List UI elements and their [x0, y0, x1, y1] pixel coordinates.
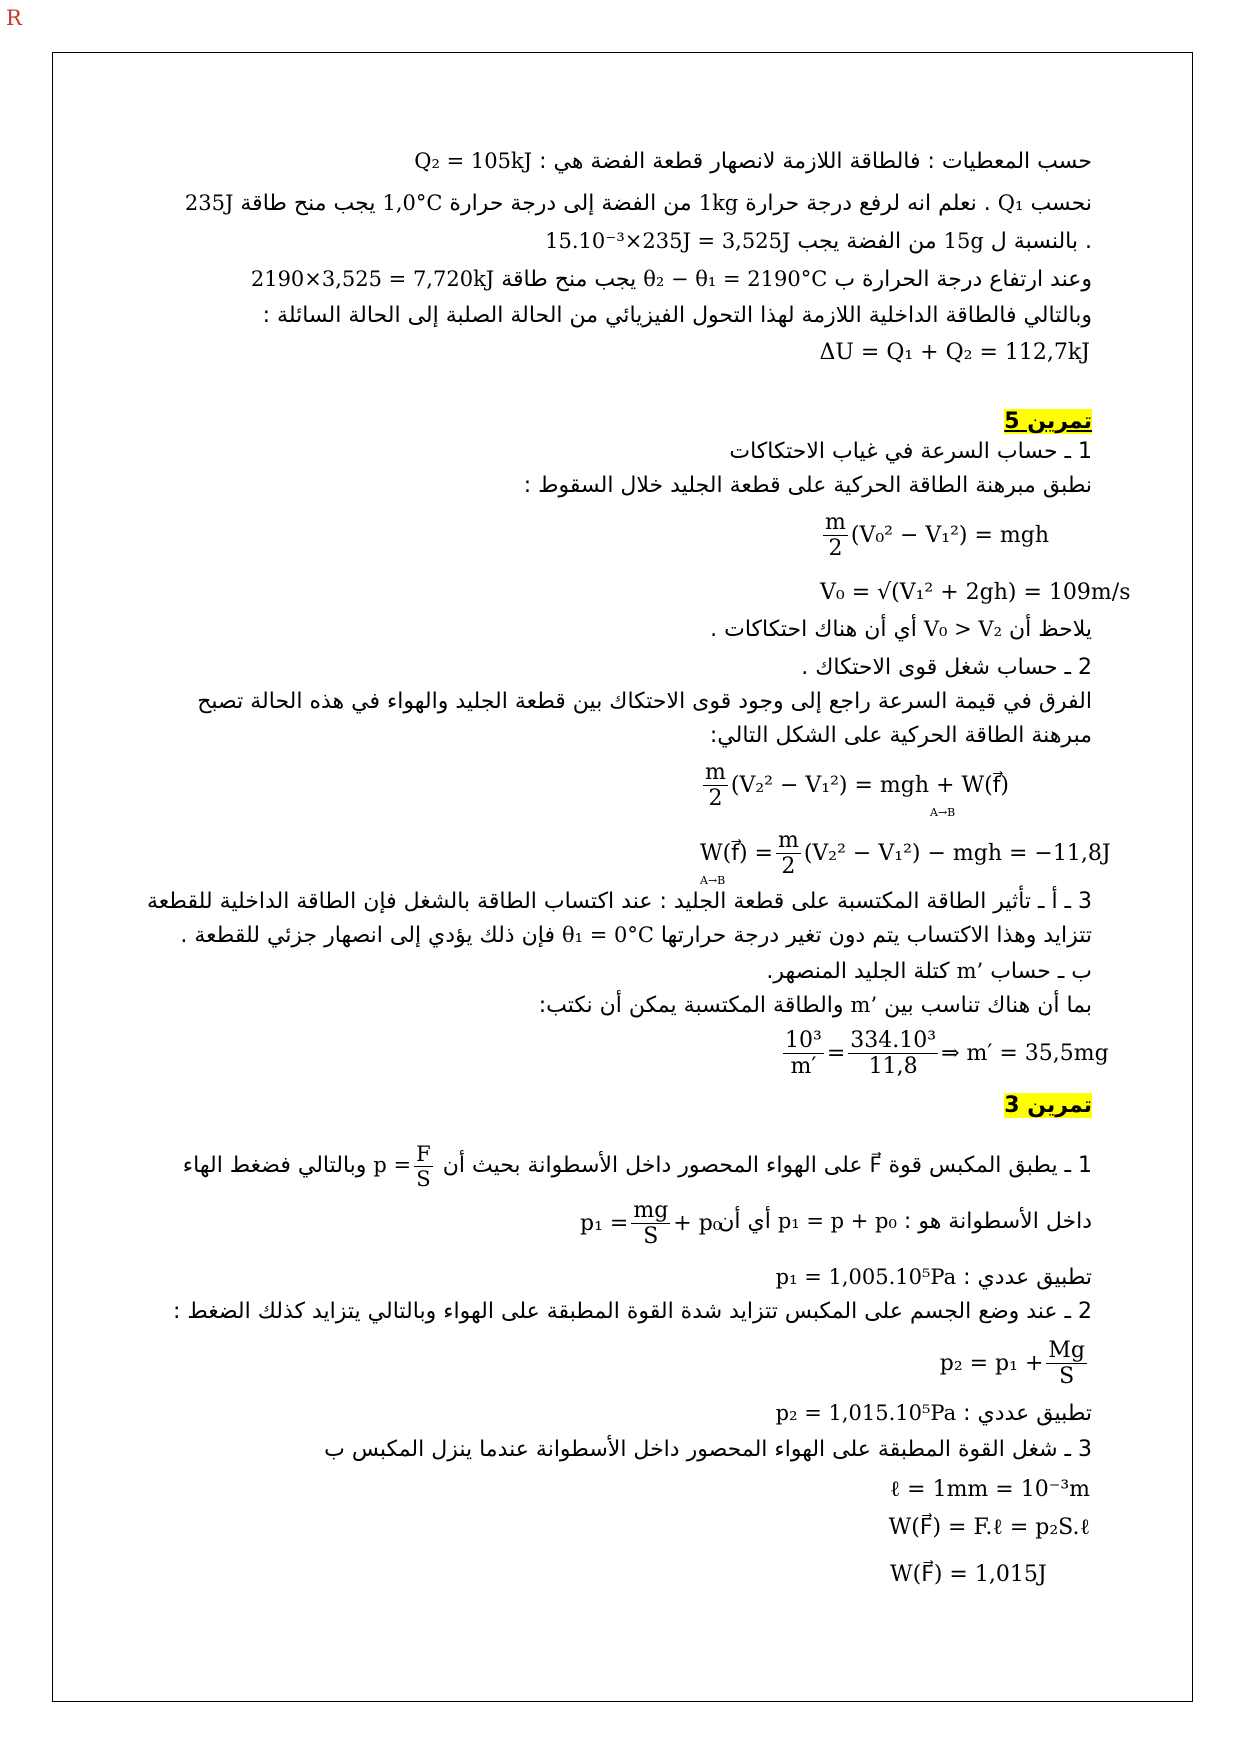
- ex3-p3-text: 3 ـ شغل القوة المطبقة على الهواء المحصور داخل الأسطوانة عندما ينزل المكبس ب: [324, 1437, 1092, 1462]
- ex5-eq4: [700, 828, 1111, 887]
- ex3-p2-eq-den: S: [1059, 1364, 1075, 1390]
- q-line-3-math-b: 15.10⁻³×235J = 3,525J: [545, 229, 791, 253]
- frac-2: 2: [781, 854, 796, 880]
- ex3-p1-frac-num: F: [416, 1142, 431, 1166]
- ex5-p3-line1: 3 ـ أ ـ تأثير الطاقة المكتسبة على قطعة الجليد : عند اكتساب الطاقة بالشغل فإن الطاقة الداخلية للقطعة: [147, 889, 1092, 914]
- frac-2: 2: [708, 786, 723, 812]
- ex3-p1-line1: [183, 1142, 1092, 1191]
- ex3-p1-line2-b: أي أن: [718, 1209, 771, 1234]
- q-line-2-text-d: يجب منح طاقة: [240, 191, 376, 216]
- q-line-1-math: Q₂ = 105kJ: [414, 149, 533, 173]
- ex3-p1-text-b: على الهواء المحصور داخل الأسطوانة بحيث أن: [442, 1153, 863, 1179]
- q-line-2-math-b: 1kg: [698, 191, 739, 215]
- ex5-eq1-body: (V₀² − V₁²) = mgh: [850, 522, 1050, 548]
- ex5-p3-b-math: m’: [956, 959, 984, 983]
- ex5-note-line: [710, 618, 1092, 642]
- exercise5-heading: [1004, 410, 1092, 434]
- ex5-p3-c-b: والطاقة المكتسبة يمكن أن نكتب:: [538, 993, 844, 1018]
- ex5-eq3-sub: A→B: [930, 806, 956, 819]
- ex5-eq4-right: (V₂² − V₁²) − mgh = −11,8J: [803, 840, 1111, 866]
- ex3-p1-eq: [580, 1198, 722, 1250]
- ex3-p1-text-a: 1 ـ يطبق المكبس قوة: [888, 1153, 1092, 1179]
- ex5-p3-b-b: كتلة الجليد المنصهر.: [766, 959, 950, 984]
- ex5-p2-text1: الفرق في قيمة السرعة راجع إلى وجود قوى الاحتكاك بين قطعة الجليد والهواء في هذه الحالة تصبح: [197, 689, 1092, 714]
- ex5-eq5-num2: 334.10³: [850, 1028, 937, 1053]
- ex3-p3-eq2: W(F⃗) = F.ℓ = p₂S.ℓ: [888, 1515, 1090, 1540]
- ex5-eq5: $\frac{\text{10³}}{m'}$ = $\frac{\text{334.10³}}{11,8}$ ⇒ m′ = 35,5mg: [785, 1028, 1109, 1080]
- q-line-2-math-c: 1,0°C: [382, 191, 443, 215]
- ex3-p1-math-p-wrap: [373, 1142, 435, 1191]
- ex5-eq3-body: (V₂² − V₁²) = mgh + W(f⃗): [730, 772, 1009, 798]
- ex3-p1-math-f: F⃗: [869, 1153, 882, 1178]
- ex3-p1-text-c: وبالتالي فضغط الهاء: [182, 1153, 367, 1179]
- ex5-eq1: [820, 510, 1049, 562]
- ex5-eq4-sub: A→B: [700, 874, 726, 887]
- ex3-p1-line2-math: p₁ = p + p₀: [777, 1209, 897, 1233]
- ex5-eq2: V₀ = √(V₁² + 2gh) = 109m/s: [820, 580, 1131, 605]
- ex3-p2-app: [776, 1402, 1092, 1426]
- ex3-p1-eq-den: S: [643, 1224, 659, 1250]
- ex3-p2-text: 2 ـ عند وضع الجسم على المكبس تتزايد شدة القوة المطبقة على الهواء وبالتالي يتزايد كذلك الضغط :: [172, 1299, 1092, 1324]
- ex5-note-text-a: يلاحظ أن: [1009, 617, 1092, 642]
- q-line-5: وبالتالي فالطاقة الداخلية اللازمة لهذا التحول الفيزيائي من الحالة الصلبة إلى الحالة السائلة :: [262, 303, 1092, 328]
- q-line-4-text-a: وعند ارتفاع درجة الحرارة ب: [834, 267, 1092, 292]
- ex5-p3-c: [539, 994, 1092, 1018]
- ex5-p3-line2-b: فإن ذلك يؤدي إلى انصهار جزئي للقطعة .: [180, 923, 555, 948]
- ex5-p3-line2-math: θ₁ = 0°C: [561, 923, 654, 947]
- ex3-p1-app-text: تطبيق عددي :: [963, 1265, 1092, 1290]
- ex5-eq5-den2: 11,8: [868, 1054, 918, 1080]
- q-line-3: [545, 230, 1092, 254]
- q-line-4: [251, 268, 1092, 292]
- ex5-p3-line2-a: تتزايد وهذا الاكتساب يتم دون تغير درجة حرارتها: [660, 923, 1092, 948]
- ex3-p1-eq-num: mg: [633, 1198, 669, 1223]
- ex5-eq5-num1: 10³: [785, 1028, 822, 1053]
- ex3-p1-eq-right: + p₀: [673, 1210, 722, 1236]
- ex3-p1-eq-left: p₁ =: [580, 1210, 629, 1236]
- q-line-2-text-b: . نعلم انه لرفع درجة حرارة: [745, 191, 991, 216]
- q-line-2-math-a: Q₁: [997, 191, 1024, 215]
- ex5-p2-title: 2 ـ حساب شغل قوى الاحتكاك .: [801, 655, 1092, 680]
- ex3-p1-app-math: p₁ = 1,005.10⁵Pa: [775, 1265, 957, 1289]
- ex5-p3-c-a: بما أن هناك تناسب بين: [884, 993, 1092, 1018]
- q-line-4-math-b: 2190×3,525 = 7,720kJ: [250, 267, 495, 291]
- q-line-2-math-d: 235J: [184, 191, 234, 215]
- ex5-p1-title: 1 ـ حساب السرعة في غياب الاحتكاكات: [729, 439, 1092, 464]
- q-line-4-math-a: θ₂ − θ₁ = 2190°C: [643, 267, 828, 291]
- ex5-p3-c-math: m’: [850, 993, 878, 1017]
- ex5-eq5-den1: m′: [790, 1054, 817, 1080]
- frac-m: m: [825, 510, 846, 535]
- ex5-note-text-b: أي أن هناك احتكاكات .: [710, 617, 917, 642]
- ex3-p3-eq1: ℓ = 1mm = 10⁻³m: [889, 1477, 1090, 1502]
- q-line-2-text-a: نحسب: [1030, 191, 1092, 216]
- ex3-p2-eq: [940, 1338, 1090, 1390]
- ex5-eq4-left: W(f⃗) =: [700, 840, 773, 866]
- ex3-p2-eq-left: p₂ = p₁ +: [939, 1350, 1044, 1376]
- ex3-p1-line2-a: داخل الأسطوانة هو :: [903, 1209, 1092, 1234]
- ex3-p1-frac-den: S: [416, 1167, 431, 1192]
- ex3-p1-line2: [718, 1210, 1092, 1234]
- q-line-3-text-a: . بالنسبة ل: [990, 229, 1092, 254]
- ex5-p3-line2: [180, 924, 1092, 948]
- corner-mark: R: [6, 6, 22, 30]
- q-line-4-text-b: يجب منح طاقة: [501, 267, 637, 292]
- q-line-2-text-c: من الفضة إلى درجة حرارة: [449, 191, 692, 216]
- frac-m: m: [777, 828, 799, 853]
- ex5-eq5-result: ⇒ m′ = 35,5mg: [941, 1040, 1109, 1066]
- frac-2: 2: [828, 536, 843, 562]
- ex3-p2-eq-num: Mg: [1048, 1338, 1085, 1363]
- q-line-1-text: حسب المعطيات : فالطاقة اللازمة لانصهار قطعة الفضة هي :: [539, 149, 1092, 174]
- ex3-p2-app-math: p₂ = 1,015.10⁵Pa: [775, 1401, 957, 1425]
- ex3-p1-app: [776, 1266, 1092, 1290]
- q-line-2: [185, 192, 1092, 216]
- ex5-p2-text2: مبرهنة الطاقة الحركية على الشكل التالي:: [709, 723, 1092, 748]
- q-line-3-math-a: 15g: [943, 229, 984, 253]
- exercise3-heading-text: تمرين 3: [1004, 1093, 1092, 1118]
- ex5-note-math: V₀ > V₂: [923, 617, 1002, 641]
- q-line-1: [414, 150, 1092, 174]
- ex5-p3-b: [766, 960, 1092, 984]
- q-line-3-text-b: من الفضة يجب: [797, 229, 937, 254]
- frac-m: m: [705, 760, 726, 785]
- exercise5-heading-text: تمرين 5: [1004, 409, 1092, 434]
- ex3-p3-eq3: W(F⃗) = 1,015J: [890, 1562, 1047, 1587]
- ex3-p2-app-text: تطبيق عددي :: [963, 1401, 1092, 1426]
- ex5-eq3: [700, 760, 1009, 819]
- ex5-p3-b-a: ب ـ حساب: [990, 959, 1092, 984]
- q-line-6-equation: ΔU = Q₁ + Q₂ = 112,7kJ: [819, 340, 1090, 365]
- ex3-p1-math-p: p =: [373, 1153, 412, 1178]
- exercise3-heading: [1004, 1094, 1092, 1118]
- ex5-p1-text: نطبق مبرهنة الطاقة الحركية على قطعة الجليد خلال السقوط :: [523, 473, 1092, 498]
